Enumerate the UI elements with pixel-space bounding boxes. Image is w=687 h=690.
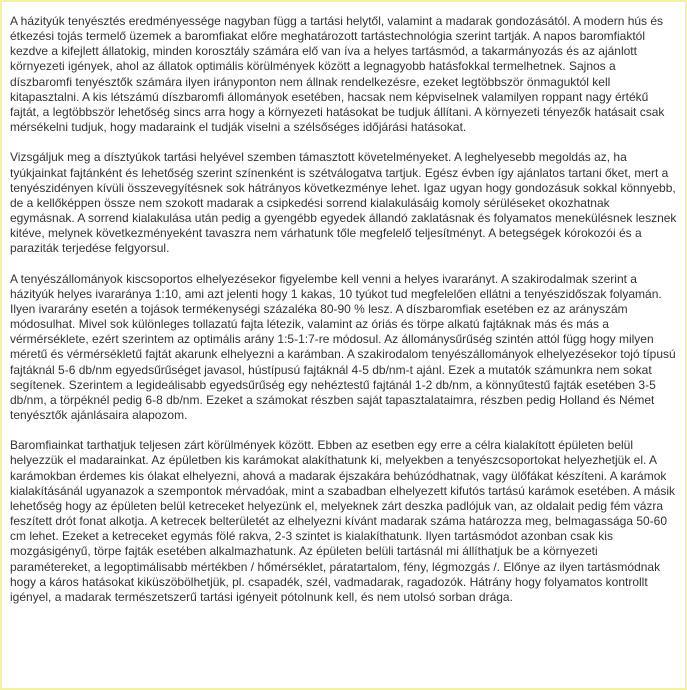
paragraph-housing-requirements: Vizsgáljuk meg a dísztyúkok tartási helyével szemben támasztott követelményeket. A leghelyesebb megoldás az, ha tyúkjainkat fajtánként és lehetőség szerint színenként is szétválogatva tartjuk. Egész évben így ajánlatos tartani őket, mert a tenyészidényen kívüli összevegyítésnek sok hátrányos következménye lehet. Igaz ugyan hogy gondozásuk sokkal könnyebb, de a kellőképpen össze nem szokott madarak a csipkedési sorrend kialakulásáig komoly sérüléseket okozhatnak egymásnak. A sorrend kialakulása után pedig a gyengébb egyedek állandó zaklatásnak és folyamatos menekülésnek lesznek kitéve, melynek következményeként tavaszra nem várhatunk tőle megfelelő teljesítményt. A betegségek kórokozói és a paraziták terjedése felgyorsul. — [10, 150, 677, 256]
paragraph-housing-intro: A házityúk tenyésztés eredményessége nagyban függ a tartási helytől, valamint a madarak gondozásától. A modern hús és étkezési tojás termelő üzemek a baromfiakat előre meghatározott tartástechnológia szerint tartják. A napos baromfiaktól kezdve a kifejlett állatokig, minden korosztály számára elő van íva a helyes tartásmód, a takarmányozás és az ajánlott környezeti igények, ahol az állatok optimális körülmények között a legnagyobb hatásfokkal termelhetnek. Sajnos a díszbaromfi tenyésztők számára ilyen irányponton nem állnak rendelkezésre, ezeket legtöbbször önmaguktól kell kitapasztalni. A kis létszámú díszbaromfi állományok esetében, hacsak nem képviselnek valamilyen roppant nagy értékű fajtát, a legtöbbször lehetőség sincs arra hogy a környezeti hatásokat be tudjuk állítani. A környezeti tényezők hatásait csak mérsékelni tudjuk, hogy madaraink el tudják viselni a szélsőséges időjárási hatásokat. — [10, 14, 665, 135]
paragraph-sex-ratio-density: A tenyészállományok kiscsoportos elhelyezésekor figyelembe kell venni a helyes ivararányt. A szakirodalmak szerint a házityúk helyes ivararánya 1:10, ami azt jelenti hogy 1 kakas, 10 tyúkot tud megfelelően ellátni a tenyészidőszak folyamán. Ilyen ivararány esetén a tojások termékenységi százaléka 80-90 % lesz. A díszbaromfiak esetében ez az arányszám módosulhat. Mivel sok különleges tollazatú fajta létezik, valamint az óriás és törpe alkatú fajtáknak más és más a vérmérséklete, ezért szerintem az optimális arány 1:5-1:7-re módosul. Az állománysűrűség szintén attól függ hogy milyen méretű és vérmérsékletű fajtát akarunk elhelyezni a karámban. A szakirodalom tenyészállományok elhelyezésekor tojó típusú fajtáknál 5-6 db/nm egyedsűrűséget javasol, hústípusú fajtáknál 4-5 db/nm-t ajánl. Ezek a mutatók számunkra nem sokat segítenek. Szerintem a legideálisabb egyedsűrűség egy nehéztestű fajtánál 1-2 db/nm, a könnyűtestű fajták esetében 3-5 db/nm, a törpéknél pedig 6-8 db/nm. Ezeket a számokat részben saját tapasztalataimra, részben pedig Holland és Német tenyésztők ajánlásaira alapozom. — [10, 271, 676, 423]
article-body — [10, 14, 677, 605]
paragraph-indoor-housing: Baromfiainkat tarthatjuk teljesen zárt körülmények között. Ebben az esetben egy erre a célra kialakított épületen belül helyezzük el madarainkat. Az épületben kis karámokat alakíthatunk ki, melyekben a tenyészcsoportokat helyezhetjük el. A karámokban érdemes kis ólakat elhelyezni, ahová a madarak éjszakára behúzódhatnak, vagy ülőfákat készíteni. A karámok kialakításánál ugyanazok a szempontok mérvadóak, mint a szabadban elhelyezett kifutós tartású karámok esetében. A másik lehetőség hogy az épületen belül ketreceket helyezünk el, melyeknek zárt deszka padlójuk van, az oldalait pedig fém vázra feszített drót fonat alkotja. A ketrecek belterületét az elhelyezni kívánt madarak száma határozza meg, belmagassága 50-60 cm lehet. Ezeket a ketreceket egymás fölé rakva, 2-3 szintet is kialakíthatunk. Ilyen tartásmódot azonban csak kis mozgásigényű, törpe fajták esetében alkalmazhatunk. Az épületen belüli tartásnál mi állíthatjuk be a környezeti paramétereket, a legoptimálisabb mértékben / hőmérséklet, páratartalom, fény, légmozgás /. Előnye az ilyen tartásmódnak hogy a káros hatásokat kiküszöbölhetjük, pl. csapadék, szél, vadmadarak, ragadozók. Hátrány hogy folyamatos kontrollt igényel, a madarak természetszerű tartási igényeit pótolnunk kell, és nem utolsó sorban drága. — [10, 438, 676, 604]
